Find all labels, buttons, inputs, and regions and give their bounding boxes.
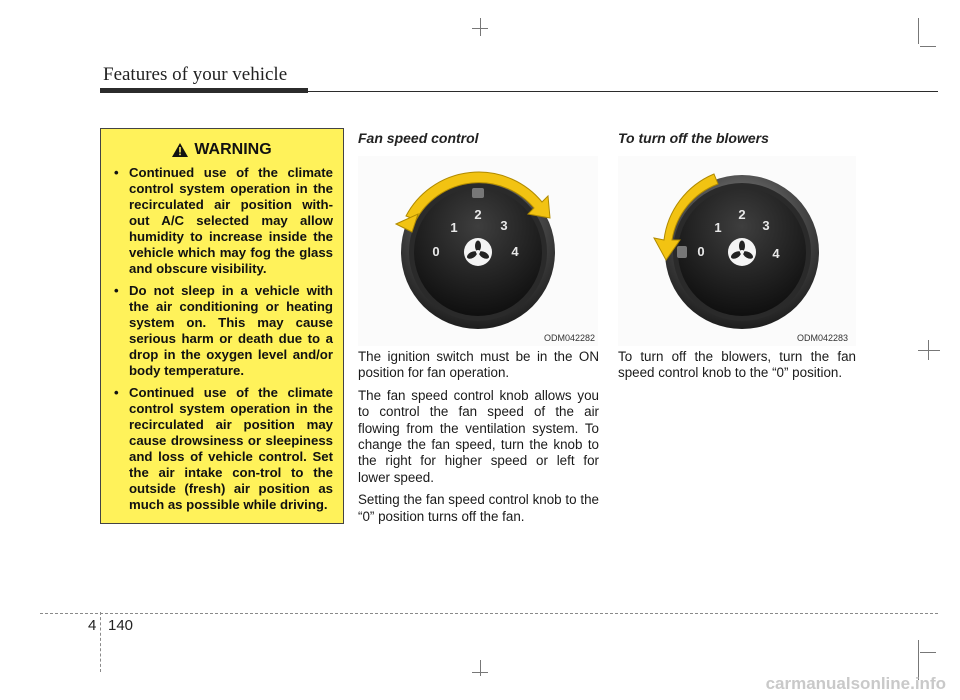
knob-label-0: 0 <box>432 244 440 259</box>
paragraph: The fan speed control knob allows you to control the fan speed of the air flowing from the ventilation system. To change the fan speed, turn the knob to the right for higher speed or left for lower speed. <box>358 387 599 485</box>
crop-mark <box>472 672 488 673</box>
warning-item-text: Do not sleep in a vehicle with the air conditioning or heating system on. This may cause serious harm or death due to a drop in the oxygen level and/or body temperature. <box>129 283 333 378</box>
turn-off-body <box>618 349 856 388</box>
crop-mark <box>472 28 488 29</box>
crop-mark <box>918 350 940 351</box>
warning-item-text: Continued use of the climate control system operation in the recirculated air position may cause drowsiness or sleepiness and loss of vehicle control. Set the air intake con-trol to the outside (fresh) air position as much as possible while driving. <box>129 385 333 512</box>
footer-divider <box>100 612 101 672</box>
turn-off-heading: To turn off the blowers <box>618 130 769 146</box>
section-number: 4 <box>88 617 97 634</box>
warning-title: WARNING <box>194 141 272 158</box>
page-header-title: Features of your vehicle <box>103 64 288 85</box>
knob-label-4: 4 <box>511 244 519 259</box>
fan-speed-heading: Fan speed control <box>358 130 479 146</box>
crop-mark <box>920 46 936 47</box>
knob-label-3: 3 <box>762 218 770 233</box>
paragraph: The ignition switch must be in the ON position for fan operation. <box>358 349 599 381</box>
warning-list <box>111 165 333 513</box>
fan-knob-figure-right <box>358 156 598 346</box>
paragraph: To turn off the blowers, turn the fan speed control knob to the “0” position. <box>618 349 856 381</box>
warning-item-text: Continued use of the climate control system operation in the recirculated air position with-out A/C selected may allow humidity to increase inside the vehicle which may fog the glass and obscure visibility. <box>129 165 333 276</box>
warning-header <box>111 141 333 159</box>
crop-mark <box>480 660 481 676</box>
bullet-icon: • <box>114 165 119 180</box>
warning-item <box>111 165 333 277</box>
bullet-icon: • <box>114 385 119 400</box>
fan-speed-body <box>358 349 599 531</box>
page-number: 140 <box>108 617 134 634</box>
warning-item <box>111 283 333 379</box>
figure-code: ODM042283 <box>797 333 849 343</box>
knob-label-2: 2 <box>474 207 482 222</box>
crop-mark <box>918 18 919 44</box>
fan-knob-figure-left <box>618 156 856 346</box>
bullet-icon: • <box>114 283 119 298</box>
warning-item <box>111 385 333 513</box>
paragraph: Setting the fan speed control knob to the “0” position turns off the fan. <box>358 492 599 524</box>
knob-label-4: 4 <box>772 246 780 261</box>
warning-triangle-icon <box>172 143 188 157</box>
warning-box <box>100 128 344 524</box>
header-rule <box>308 91 938 92</box>
crop-mark <box>920 652 936 653</box>
fan-speed-knob-diagram <box>358 156 598 346</box>
knob-label-1: 1 <box>714 220 722 235</box>
knob-label-2: 2 <box>738 207 746 222</box>
figure-code: ODM042282 <box>544 333 596 343</box>
header-rule-thick <box>100 88 308 93</box>
knob-label-1: 1 <box>450 220 458 235</box>
knob-label-3: 3 <box>500 218 508 233</box>
crop-mark <box>480 18 481 36</box>
fan-off-knob-diagram <box>618 156 856 346</box>
footer-rule <box>40 613 938 614</box>
watermark: carmanualsonline.info <box>765 674 946 693</box>
knob-label-0: 0 <box>697 244 705 259</box>
